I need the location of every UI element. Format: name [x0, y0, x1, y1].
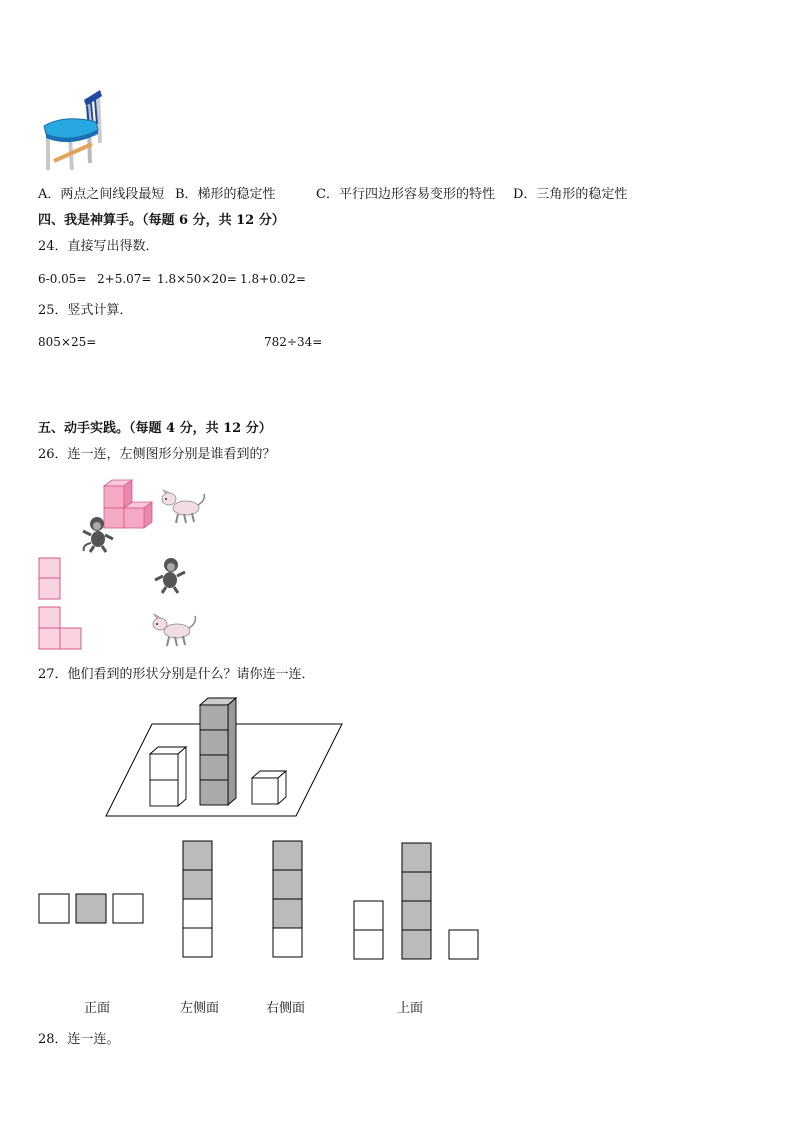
q26-view-1[interactable]	[38, 557, 62, 601]
monkey-icon[interactable]	[152, 556, 188, 594]
section5-heading: 五、动手实践。（每题 4 分，共 12 分）	[38, 421, 272, 436]
q27-3d-arrangement	[104, 696, 346, 820]
label-right-side[interactable]: 右侧面	[266, 1001, 306, 1016]
label-front[interactable]: 正面	[84, 1001, 111, 1016]
q23-option-b[interactable]: B．梯形的稳定性	[175, 187, 276, 202]
q26-title: 26．连一连，左侧图形分别是谁看到的？	[38, 447, 276, 462]
dog-icon[interactable]	[150, 613, 200, 649]
q25-expr-2: 782÷34=	[264, 335, 323, 349]
q27-title: 27．他们看到的形状分别是什么？请你连一连．	[38, 667, 315, 682]
q24-expr-3: 1.8×50×20=	[157, 272, 237, 286]
q27-shape-column-a[interactable]	[182, 840, 214, 960]
section4-heading: 四、我是神算手。（每题 6 分，共 12 分）	[38, 213, 285, 228]
q27-shape-column-b[interactable]	[272, 840, 304, 960]
monkey-icon	[80, 515, 116, 553]
q27-shape-front-view[interactable]	[353, 842, 481, 962]
q25-expr-1: 805×25=	[38, 335, 97, 349]
q24-title: 24．直接写出得数．	[38, 239, 159, 254]
q24-expr-4: 1.8+0.02=	[240, 272, 306, 286]
q28-title: 28．连一连。	[38, 1032, 120, 1047]
q23-option-d[interactable]: D．三角形的稳定性	[513, 187, 628, 202]
q23-option-c[interactable]: C．平行四边形容易变形的特性	[316, 187, 495, 202]
q24-expr-2: 2+5.07=	[97, 272, 152, 286]
label-top[interactable]: 上面	[397, 1001, 424, 1016]
dog-icon	[160, 490, 208, 526]
q27-shape-top-view[interactable]	[38, 893, 146, 925]
q24-expr-1: 6-0.05=	[38, 272, 87, 286]
q23-option-a[interactable]: A．两点之间线段最短	[38, 187, 165, 202]
q25-title: 25．竖式计算．	[38, 303, 133, 318]
label-left-side[interactable]: 左侧面	[180, 1001, 220, 1016]
q26-view-2[interactable]	[38, 606, 84, 652]
chair-illustration	[40, 88, 110, 173]
